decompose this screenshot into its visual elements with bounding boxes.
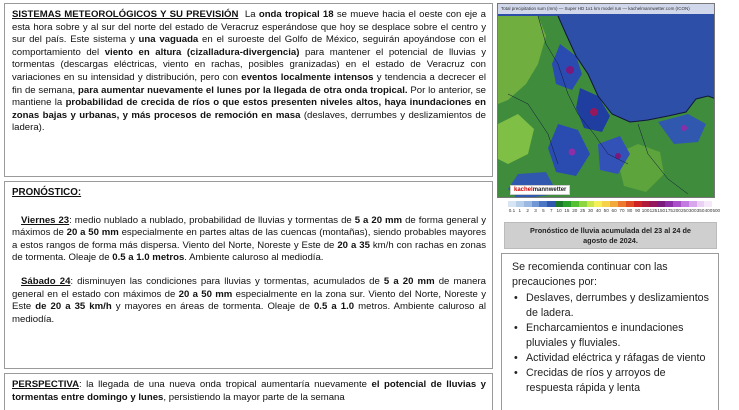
- systems-text: en el suroeste del Golfo de México, seguirán apoyándose con el comportamiento del: [12, 34, 487, 58]
- day-text: especialmente en partes altas de las cuencas (montañas), siendo probables mayores a estos rangos de forma más dispersa. Viento del Norte, Noreste y Este de: [12, 227, 486, 251]
- scale-tick: 3: [534, 208, 537, 213]
- day-text: km/h con rachas en zonas de tormenta. Oleaje de: [12, 239, 486, 264]
- scale-swatch: [634, 201, 642, 207]
- scale-swatch: [618, 201, 626, 207]
- systems-emphasis: probabilidad de crecida de ríos o que estos presenten niveles altos, haya inundaciones en zonas bajas y urbanas, y más procesos de remoción en masa: [12, 97, 486, 121]
- day-emphasis: 0.5 a 1.0 metros: [112, 252, 185, 264]
- scale-tick: 2: [526, 208, 529, 213]
- caption-line: agosto de 2024.: [583, 236, 638, 245]
- rain-scale-legend: [508, 201, 720, 219]
- scale-swatch: [689, 201, 697, 207]
- perspective-text: , persistiendo la mayor parte de la semana: [163, 391, 345, 403]
- scale-swatch: [642, 201, 650, 207]
- scale-swatch: [524, 201, 532, 207]
- intense-spot: [569, 149, 576, 156]
- day-text: : disminuyen las condiciones para lluvias y tormentas, acumulados de: [70, 275, 380, 287]
- forecast-day-saturday: [12, 276, 486, 326]
- scale-swatch: [649, 201, 657, 207]
- day-emphasis: 20 a 50 mm: [66, 227, 119, 239]
- day-text: y mayores en áreas de tormenta. Oleaje de: [115, 301, 310, 313]
- day-emphasis: 5 a 20 mm: [383, 275, 435, 287]
- scale-tick: 125: [649, 208, 658, 213]
- scale-swatch: [587, 201, 595, 207]
- scale-tick: 90: [635, 208, 641, 213]
- day-text: : medio nublado a nublado, probabilidad de lluvias y tormentas de: [69, 214, 352, 226]
- scale-tick: 30: [587, 208, 594, 213]
- day-emphasis: 20 a 50 mm: [178, 288, 233, 300]
- scale-swatch: [555, 201, 563, 207]
- logo-suffix: mannwetter: [532, 187, 567, 193]
- scale-tick: 0.1: [508, 208, 516, 213]
- scale-swatch: [532, 201, 540, 207]
- scale-tick: 40: [595, 208, 601, 213]
- scale-tick: 500: [712, 208, 721, 213]
- scale-tick: 50: [603, 208, 609, 213]
- scale-swatch: [610, 201, 618, 207]
- scale-swatch: [547, 201, 555, 207]
- scale-swatch: [681, 201, 689, 207]
- map-caption: [504, 222, 717, 249]
- scale-swatch: [594, 201, 602, 207]
- forecast-title: PRONÓSTICO:: [12, 187, 82, 198]
- scale-tick: 5: [542, 208, 545, 213]
- scale-swatch: [563, 201, 571, 207]
- day-text: de forma general y máximos de: [12, 214, 486, 239]
- systems-text: Por lo anterior, se mantiene la: [12, 84, 486, 109]
- perspective-text: : la llegada de una nueva onda tropical aumentaría nuevamente: [79, 379, 367, 390]
- intense-spot: [566, 66, 574, 74]
- scale-tick: 7: [549, 208, 553, 213]
- perspective-panel: [4, 373, 493, 410]
- systems-emphasis: una vaguada: [138, 34, 199, 46]
- scale-tick: 175: [665, 208, 673, 213]
- systems-text: y tendencia a decrecer el fin de semana,: [12, 71, 487, 96]
- systems-text: para mantener el potencial de lluvias y tormentas (descargas eléctricas, viento en rachas, posibles granizadas) en el estado de Veracruz con variaciones en su intensidad y distribución, pero con: [12, 46, 486, 83]
- rainfall-map-image: [498, 4, 715, 198]
- day-text: metros. Ambiente caluroso al mediodía.: [12, 301, 486, 325]
- scale-tick: 200: [673, 208, 681, 213]
- scale-tick: 10: [556, 208, 562, 213]
- systems-emphasis: onda tropical 18: [258, 9, 334, 20]
- map-header: Total precipitation sum (mm) — Super HD 1x1 km model run — kachelmannwetter.com (ICON): [498, 4, 714, 14]
- systems-text: La: [244, 9, 256, 20]
- scale-tick: 1: [518, 208, 522, 213]
- scale-ticks: [508, 208, 720, 213]
- scale-swatch: [673, 201, 681, 207]
- systems-text: se mueve hacia el oeste con eje a esta hora sobre y al sur del norte del estado de Veracruz esperándose que hoy se desplace sobre el centro y sur del país. Este sistema y: [12, 9, 486, 46]
- kachelmann-logo: [510, 185, 570, 195]
- systems-emphasis: eventos localmente intensos: [241, 71, 374, 83]
- scale-swatch: [704, 201, 712, 207]
- scale-tick: 400: [704, 208, 713, 213]
- recommendations-list: [512, 291, 710, 396]
- scale-swatch: [602, 201, 610, 207]
- systems-text: (deslaves, derrumbes y deslizamientos de ladera).: [12, 109, 486, 134]
- day-label: Viernes 23: [21, 214, 70, 226]
- scale-tick: 150: [657, 208, 666, 213]
- caption-line: Pronóstico de lluvia acumulada del 23 al 24 de: [530, 226, 691, 235]
- day-emphasis: 0.5 a 1.0: [313, 301, 355, 313]
- recommendation-item: • Deslaves, derrumbes y deslizamientos de ladera.: [512, 291, 710, 321]
- forecast-panel: [4, 181, 493, 369]
- scale-swatch: [657, 201, 665, 207]
- scale-swatch: [516, 201, 524, 207]
- recommendation-item: • Encharcamientos e inundaciones pluviales y fluviales.: [512, 321, 710, 351]
- day-emphasis: 5 a 20 mm: [354, 214, 403, 226]
- perspective-label: PERSPECTIVA: [12, 379, 79, 390]
- intense-spot: [590, 108, 598, 116]
- systems-panel: [4, 3, 493, 177]
- day-text: . Ambiente caluroso al mediodía.: [184, 252, 324, 264]
- day-emphasis: 20 a 35: [337, 239, 370, 251]
- systems-title: SISTEMAS METEOROLÓGICOS Y SU PREVISIÓN: [12, 9, 239, 20]
- scale-tick: 15: [564, 208, 570, 213]
- scale-tick: 100: [641, 208, 650, 213]
- scale-swatch: [712, 201, 720, 207]
- recommendations-intro: Se recomienda continuar con las precauciones por:: [512, 261, 668, 288]
- scale-tick: 250: [681, 208, 689, 213]
- scale-swatch: [626, 201, 634, 207]
- day-text: de manera general en el estado con máximos de: [12, 275, 487, 300]
- intense-spot: [681, 125, 687, 131]
- scale-swatch: [539, 201, 547, 207]
- perspective-emphasis: el potencial de lluvias y tormentas entre domingo y lunes: [12, 379, 487, 403]
- scale-tick: 300: [688, 208, 697, 213]
- scale-swatch: [579, 201, 587, 207]
- scale-tick: 350: [696, 208, 705, 213]
- recommendation-item: • Actividad eléctrica y ráfagas de viento: [512, 351, 710, 366]
- scale-tick: 60: [611, 208, 617, 213]
- forecast-day-friday: [12, 215, 486, 265]
- scale-swatch: [571, 201, 579, 207]
- day-label: Sábado 24: [21, 275, 71, 287]
- logo-prefix: kachel: [514, 187, 533, 193]
- scale-tick: 25: [580, 208, 586, 213]
- day-text: especialmente en la zona sur. Viento del Norte, Noreste y Este: [12, 288, 486, 313]
- scale-swatch: [508, 201, 516, 207]
- scale-bar: [508, 201, 720, 207]
- scale-swatch: [665, 201, 673, 207]
- systems-emphasis: viento en altura (cizalladura-divergencia): [104, 46, 300, 58]
- scale-tick: 20: [572, 208, 578, 213]
- recommendation-item: • Crecidas de ríos y arroyos de respuesta rápida y lenta: [512, 366, 710, 396]
- recommendations-panel: [501, 253, 719, 410]
- scale-swatch: [697, 201, 705, 207]
- scale-tick: 80: [627, 208, 633, 213]
- rainfall-map: [497, 3, 715, 198]
- systems-emphasis: para aumentar nuevamente el lunes por la llegada de otra onda tropical.: [78, 84, 408, 96]
- scale-tick: 70: [619, 208, 625, 213]
- day-emphasis: de 20 a 35 km/h: [35, 301, 112, 313]
